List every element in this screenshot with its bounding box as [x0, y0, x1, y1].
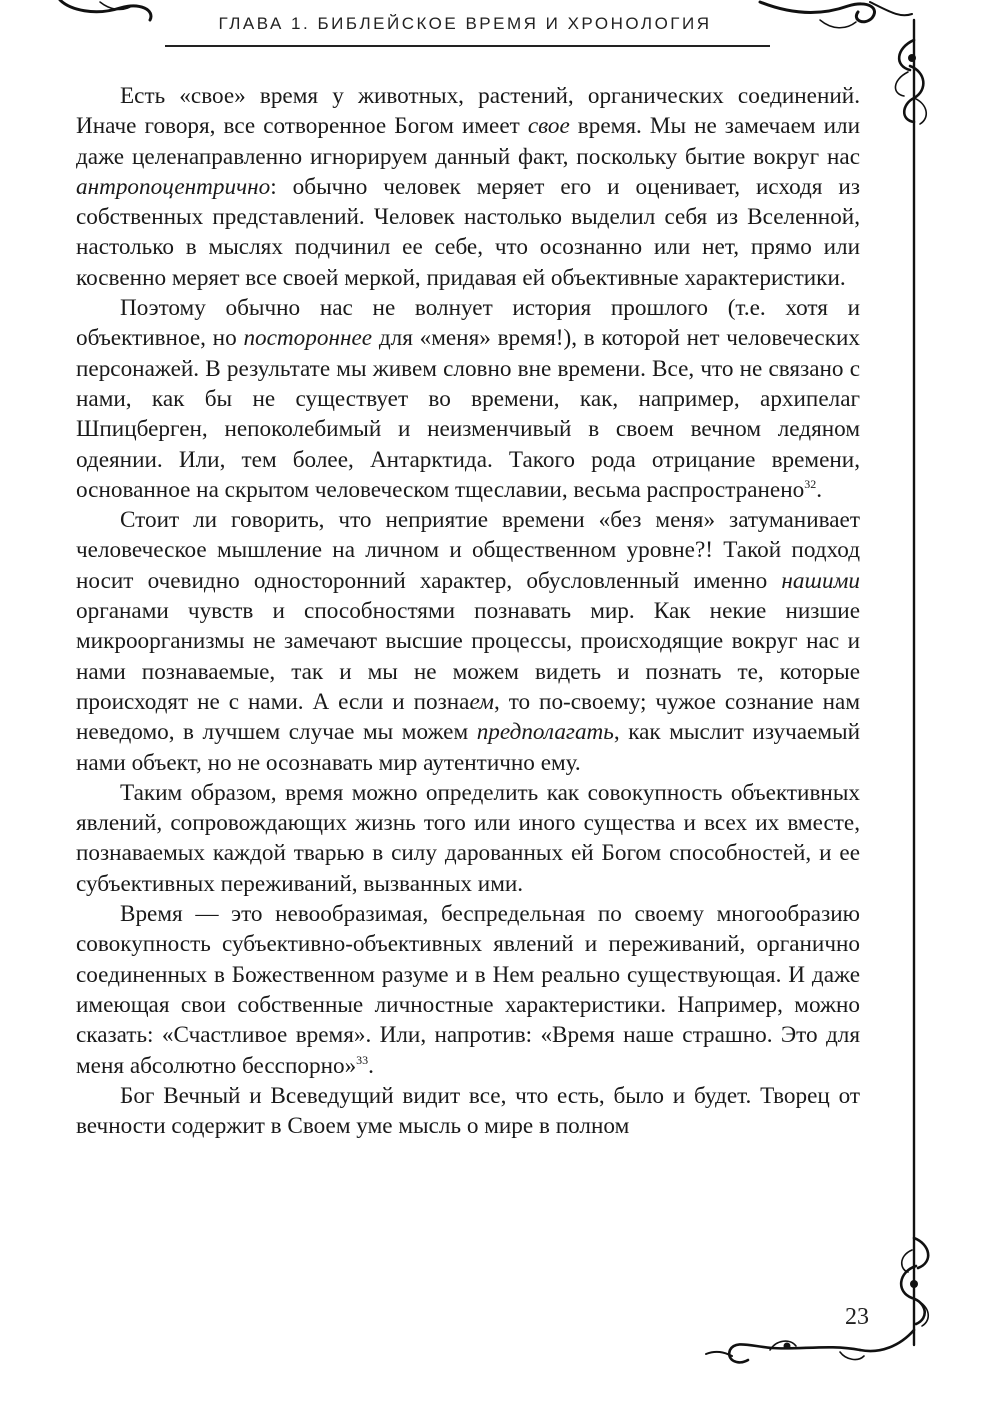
header-divider [165, 45, 770, 47]
top-right-flourish [760, 2, 875, 22]
right-upper-scroll [895, 40, 926, 124]
paragraph [76, 505, 860, 778]
text-run: . [368, 1052, 374, 1079]
italic-text: антропоцентрично [76, 173, 271, 200]
text-run: время. Мы не замечаем или даже целенаправленно игнорируем данный факт, поскольку бытие вокруг нас [76, 113, 860, 170]
right-lower-scroll [901, 1238, 928, 1326]
text-run: : обычно человек меряет его и оценивает, исходя из собственных представлений. Человек настолько выделил себя из Вселенной, настолько в мыслях подчинил ее себе, что осознанно или нет, прямо или косвенно меряет все своей меркой, придавая ей объективные характеристики. [76, 173, 860, 291]
running-header: ГЛАВА 1. БИБЛЕЙСКОЕ ВРЕМЯ И ХРОНОЛОГИЯ [218, 14, 712, 33]
bottom-right-flourish [706, 1330, 914, 1362]
italic-text: постороннее [243, 325, 373, 352]
paragraph [76, 899, 860, 1081]
italic-text: предполагать [476, 719, 614, 746]
footnote-ref: 33 [356, 1052, 369, 1067]
italic-text: свое [527, 113, 570, 140]
paragraph [76, 1081, 860, 1142]
text-run: , то по-своему; чужое сознание нам неведомо, в лучшем случае мы можем [76, 688, 860, 746]
italic-text: нашими [781, 567, 860, 594]
paragraph [76, 293, 860, 505]
italic-text: ем [469, 688, 494, 715]
body-text [76, 81, 860, 1141]
text-run: для «меня» время!), в которой нет человеческих персонажей. В результате мы живем словно вне времени. Все, что не связано с нами, как бы не существует во времени, как, например, архипелаг Шпицберген, непоколебимый и неизменчивый в своем вечном ледяном одеянии. Или, тем более, Антарктида. Такого рода отрицание времени, основанное на скрытом человеческом тщеславии, весьма распространено [76, 325, 860, 503]
footnote-ref: 32 [804, 476, 817, 491]
text-run: Таким образом, время можно определить как совокупность объективных явлений, сопровождающих жизнь того или иного существа и всех их вместе, познаваемых каждой тварью в силу дарованных ей Богом способностей, и ее субъективных переживаний, вызванных ими. [76, 779, 860, 897]
text-run: Есть «свое» время у животных, растений, органических соединений. Иначе говоря, все сотворенное Богом имеет [76, 83, 860, 140]
text-run: Время — это невообразимая, беспредельная по своему многообразию совокупность субъективно-объективных явлений и переживаний, органично соединенных в Божественном разуме и в Нем реально существующая. И даже имеющая свои собственные личностные характеристики. Например, можно сказать: «Счастливое время». Или, напротив: «Время наше страшно. Это для меня абсолютно бесспорно» [76, 901, 860, 1079]
paragraph [76, 81, 860, 293]
text-run: , как мыслит изучаемый нами объект, но не осознавать мир аутентично ему. [76, 719, 860, 776]
top-left-flourish [60, 0, 151, 20]
text-run: . [816, 476, 823, 503]
paragraph [76, 778, 860, 899]
text-run: Бог Вечный и Всеведущий видит все, что есть, было и будет. Творец от вечности содержит в Своем уме мысль о мире в полном [76, 1082, 860, 1140]
text-run: Поэтому обычно нас не волнует история прошлого (т.е. хотя и объективное, но [76, 295, 860, 352]
text-run: Стоит ли говорить, что неприятие времени «без меня» затуманивает человеческое мышление на личном и общественном уровне?! Такой подход носит очевидно односторонний характер, обусловленный именно [76, 507, 860, 594]
page-number: 23 [845, 1304, 869, 1330]
text-run: органами чувств и способностями познавать мир. Как некие низшие микроорганизмы не замечают высшие процессы, происходящие вокруг нас и нами познаваемые, так и мы не можем видеть и познать те, которые происходят не с нами. А если и позна [76, 598, 860, 715]
